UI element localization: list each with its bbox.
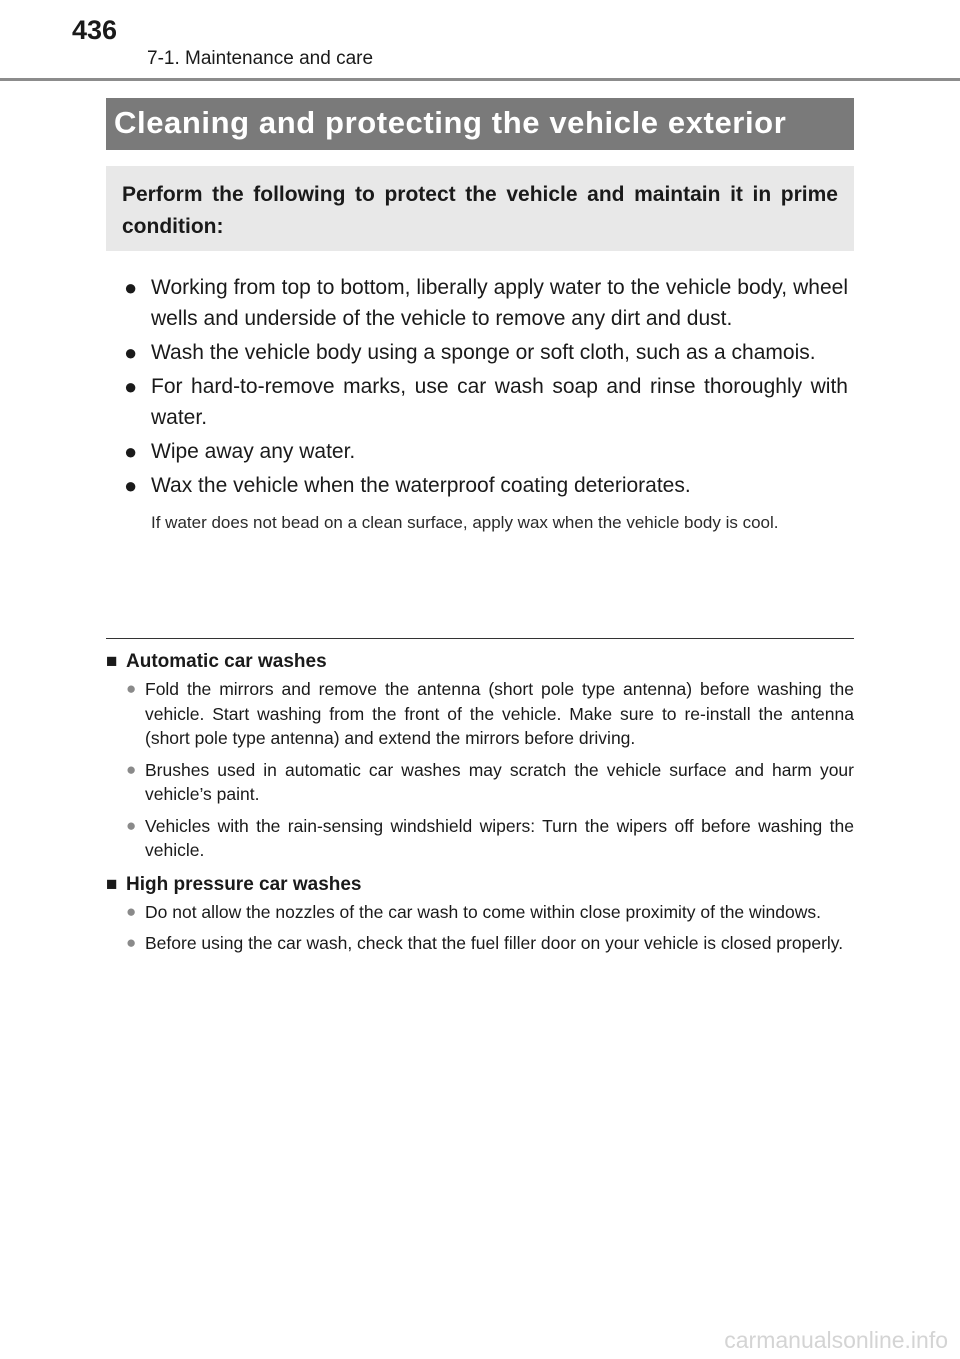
title-bar xyxy=(106,98,854,150)
subsection-heading-automatic xyxy=(106,649,854,675)
bullet-icon: ● xyxy=(126,759,137,779)
subsection-item xyxy=(106,931,854,956)
page-header xyxy=(0,0,960,80)
intro-box xyxy=(106,166,854,251)
list-item xyxy=(124,371,848,433)
bullet-icon: ● xyxy=(124,340,138,365)
header-rule xyxy=(0,78,960,81)
subsection-item xyxy=(106,814,854,863)
square-bullet-icon: ■ xyxy=(106,651,118,672)
list-item-text: Wipe away any water. xyxy=(151,440,356,463)
bullet-icon: ● xyxy=(124,473,138,498)
subsection-item-text: Before using the car wash, check that the fuel filler door on your vehicle is closed properly. xyxy=(145,933,844,953)
list-item-text: Wash the vehicle body using a sponge or soft cloth, such as a chamois. xyxy=(151,341,816,364)
subsection-item-text: Brushes used in automatic car washes may scratch the vehicle surface and harm your vehicle’s paint. xyxy=(145,759,854,804)
list-item-text: Working from top to bottom, liberally apply water to the vehicle body, wheel wells and underside of the vehicle to remove any dirt and dust. xyxy=(151,276,848,330)
section-label: 7-1. Maintenance and care xyxy=(147,48,374,69)
main-list xyxy=(124,272,848,535)
subsection-heading-text: High pressure car washes xyxy=(126,873,362,895)
section-divider xyxy=(106,638,854,639)
bullet-icon: ● xyxy=(126,901,137,921)
subsection-heading-high-pressure xyxy=(106,872,854,898)
bullet-icon: ● xyxy=(126,815,137,835)
subsection-item xyxy=(106,758,854,807)
bullet-icon: ● xyxy=(124,439,138,464)
watermark: carmanualsonline.info xyxy=(724,1327,948,1353)
subsection-item-text: Vehicles with the rain-sensing windshield wipers: Turn the wipers off before washing the vehicle. xyxy=(145,815,854,860)
square-bullet-icon: ■ xyxy=(106,873,118,895)
subsection-heading-text: Automatic car washes xyxy=(126,651,327,672)
subsections xyxy=(106,649,854,963)
page-title: Cleaning and protecting the vehicle exterior xyxy=(114,105,787,140)
list-item-text: Wax the vehicle when the waterproof coating deteriorates. xyxy=(151,474,691,497)
bullet-icon: ● xyxy=(126,933,137,952)
list-item-text: For hard-to-remove marks, use car wash soap and rinse thoroughly with water. xyxy=(151,375,848,429)
list-item xyxy=(124,337,848,368)
page-number: 436 xyxy=(72,15,118,45)
subsection-item-text: Fold the mirrors and remove the antenna (short pole type antenna) before washing the vehicle. Start washing from the front of the vehicle. Make sure to re-install the antenna (short pole type antenna) and extend the mirrors before driving. xyxy=(145,679,854,748)
intro-text: Perform the following to protect the vehicle and maintain it in prime condition: xyxy=(122,183,838,238)
wax-note: If water does not bead on a clean surface, apply wax when the vehicle body is cool. xyxy=(151,513,779,532)
bullet-icon: ● xyxy=(126,679,137,698)
subsection-item xyxy=(106,900,854,925)
bullet-icon: ● xyxy=(124,374,138,399)
subsection-item-text: Do not allow the nozzles of the car wash to come within close proximity of the windows. xyxy=(145,901,822,922)
subsection-item xyxy=(106,677,854,751)
bullet-icon: ● xyxy=(124,275,138,300)
list-item xyxy=(124,436,848,467)
list-item xyxy=(124,272,848,334)
list-item xyxy=(124,470,848,501)
